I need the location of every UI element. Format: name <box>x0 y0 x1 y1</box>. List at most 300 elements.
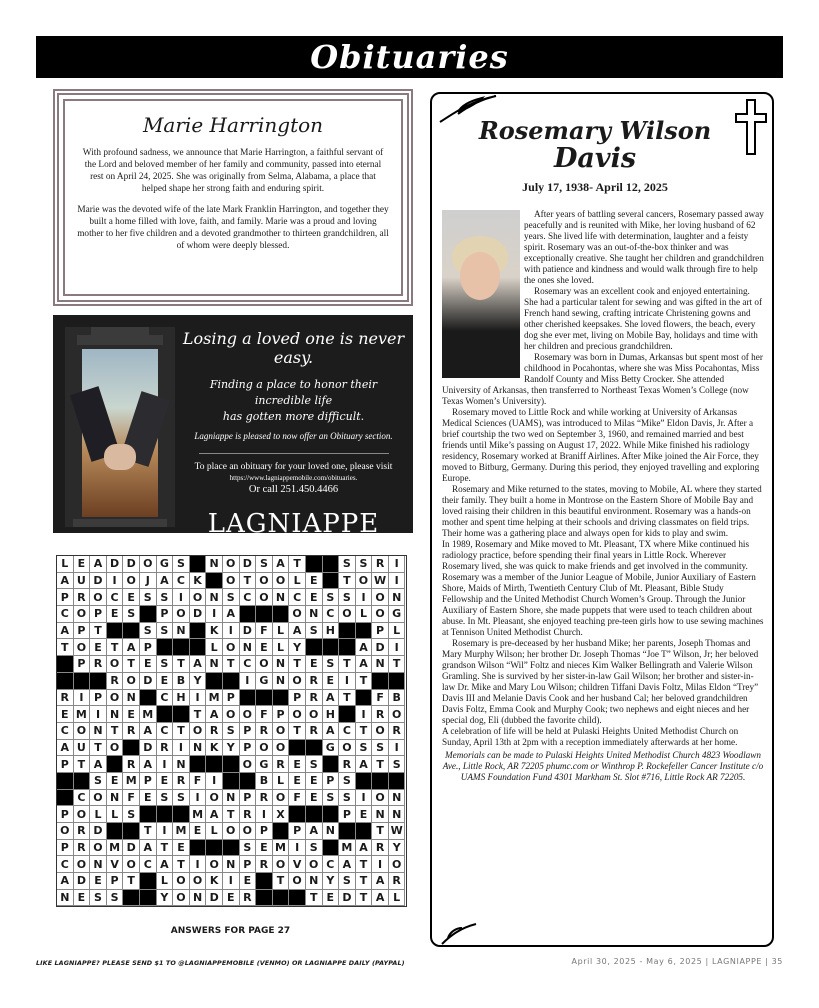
crossword-cell: E <box>256 639 273 656</box>
crossword-cell: A <box>57 740 74 757</box>
crossword-cell: I <box>223 873 240 890</box>
crossword-cell: C <box>57 723 74 740</box>
ad-headline: Losing a loved one is never easy. <box>182 329 405 367</box>
crossword-cell: A <box>372 890 389 907</box>
crossword-cell: M <box>339 840 356 857</box>
crossword-black-cell <box>107 823 124 840</box>
crossword-black-cell <box>240 690 257 707</box>
crossword-cell: N <box>206 656 223 673</box>
crossword-cell: P <box>57 756 74 773</box>
crossword-cell: O <box>173 606 190 623</box>
crossword-cell: R <box>107 673 124 690</box>
crossword-cell: O <box>206 856 223 873</box>
crossword-cell: W <box>372 573 389 590</box>
crossword-cell: A <box>356 639 373 656</box>
crossword-cell: A <box>206 806 223 823</box>
crossword-cell: R <box>273 756 290 773</box>
crossword-cell: R <box>306 723 323 740</box>
crossword-cell: O <box>273 740 290 757</box>
crossword-cell: S <box>356 556 373 573</box>
crossword-black-cell <box>190 639 207 656</box>
rosemary-paragraph: A celebration of life will be held at Pulaski Heights United Methodist Church on Sunday, April 13th at 2pm with a reception immediately afterwards at her home. <box>442 726 739 747</box>
crossword-cell: T <box>372 756 389 773</box>
crossword-cell: I <box>206 606 223 623</box>
crossword-cell: D <box>123 840 140 857</box>
crossword-cell: T <box>123 656 140 673</box>
crossword-cell: H <box>323 623 340 640</box>
crossword-black-cell <box>323 806 340 823</box>
crossword-cell: C <box>323 856 340 873</box>
crossword-cell: O <box>123 573 140 590</box>
crossword-cell: M <box>273 840 290 857</box>
crossword-cell: C <box>107 589 124 606</box>
crossword-black-cell <box>223 840 240 857</box>
crossword-cell: T <box>339 573 356 590</box>
crossword-cell: R <box>306 673 323 690</box>
crossword-black-cell <box>123 823 140 840</box>
crossword-cell: I <box>157 823 174 840</box>
crossword-cell: E <box>256 840 273 857</box>
crossword-cell: O <box>240 823 257 840</box>
crossword-black-cell <box>306 740 323 757</box>
crossword-cell: T <box>140 823 157 840</box>
crossword-cell: A <box>206 706 223 723</box>
crossword-cell: E <box>240 873 257 890</box>
crossword-cell: F <box>123 790 140 807</box>
crossword-cell: P <box>74 656 91 673</box>
crossword-cell: O <box>256 740 273 757</box>
crossword-cell: N <box>273 589 290 606</box>
crossword-cell: I <box>389 556 406 573</box>
ad-url-link[interactable]: https://www.lagniappemobile.com/obituaries. <box>229 474 358 482</box>
crossword-cell: L <box>90 806 107 823</box>
crossword-cell: R <box>157 740 174 757</box>
crossword-black-cell <box>57 656 74 673</box>
crossword-cell: I <box>223 623 240 640</box>
ad-phone: Or call 251.450.4466 <box>248 484 339 495</box>
crossword-cell: A <box>356 656 373 673</box>
crossword-cell: I <box>389 573 406 590</box>
crossword-cell: T <box>289 656 306 673</box>
crossword-cell: C <box>140 856 157 873</box>
crossword-cell: C <box>157 690 174 707</box>
crossword-cell: I <box>74 690 91 707</box>
crossword-cell: E <box>74 556 91 573</box>
crossword-cell: S <box>306 756 323 773</box>
crossword-cell: A <box>157 573 174 590</box>
crossword-cell: D <box>240 556 257 573</box>
crossword-black-cell <box>206 673 223 690</box>
crossword-cell: P <box>140 639 157 656</box>
crossword-cell: G <box>256 673 273 690</box>
crossword-cell: O <box>389 706 406 723</box>
crossword-cell: F <box>256 623 273 640</box>
crossword-black-cell <box>256 690 273 707</box>
crossword-cell: N <box>90 856 107 873</box>
crossword-black-cell <box>173 639 190 656</box>
crossword-cell: O <box>339 740 356 757</box>
crossword-black-cell <box>190 840 207 857</box>
crossword-cell: P <box>339 806 356 823</box>
crossword-cell: R <box>372 706 389 723</box>
crossword-cell: O <box>356 573 373 590</box>
crossword-cell: N <box>389 589 406 606</box>
crossword-cell: L <box>356 606 373 623</box>
crossword-cell: C <box>323 606 340 623</box>
crossword-cell: R <box>74 589 91 606</box>
crossword-black-cell <box>323 639 340 656</box>
crossword-cell: S <box>306 623 323 640</box>
crossword-cell: T <box>173 856 190 873</box>
crossword-cell: D <box>123 556 140 573</box>
crossword-cell: N <box>306 606 323 623</box>
crossword-cell: S <box>157 589 174 606</box>
crossword-cell: C <box>74 790 91 807</box>
crossword-cell: R <box>389 723 406 740</box>
crossword-cell: L <box>273 773 290 790</box>
crossword-black-cell <box>289 890 306 907</box>
crossword-cell: R <box>123 756 140 773</box>
crossword-cell: T <box>173 656 190 673</box>
crossword-cell: A <box>339 856 356 873</box>
crossword-cell: S <box>339 873 356 890</box>
crossword-cell: I <box>206 773 223 790</box>
crossword-cell: C <box>157 723 174 740</box>
crossword-cell: T <box>190 706 207 723</box>
crossword-cell: N <box>190 740 207 757</box>
crossword-black-cell <box>173 706 190 723</box>
crossword-cell: O <box>107 656 124 673</box>
crossword-black-cell <box>389 673 406 690</box>
crossword-cell: O <box>240 706 257 723</box>
crossword-cell: T <box>372 823 389 840</box>
crossword-cell: U <box>74 573 91 590</box>
rosemary-paragraph: Rosemary was an excellent cook and enjoyed entertaining. She had a particular talent for sewing and was gifted in the art of French hand sewing, crafting intricate Christening gowns and other cherished keepsakes. She loved flowers, the beach, every dog she ever met, living on Mobile Bay, holidays and time with her children and precious grandchildren. <box>524 286 763 351</box>
crossword-cell: H <box>173 690 190 707</box>
rosemary-paragraph: Rosemary moved to Little Rock and while working at University of Arkansas Medical Sciences (UAMS), was introduced to Milas “Mike” Eldon Davis, Jr. After a brief courtship the two wed on September 3, 1960, and remained married and best friends until Mike’s passing on August 17, 2022. While Mike finished his radiology residency, Rosemary worked at Braniff Airlines. After Mike joined the Air Force, they moved to Bitburg, Germany. During this period, they enjoyed travelling and exploring Europe. <box>442 407 760 483</box>
ad-subline: Lagniappe is pleased to now offer an Obituary section. <box>194 431 393 441</box>
crossword-black-cell <box>289 806 306 823</box>
crossword-cell: E <box>306 790 323 807</box>
crossword-black-cell <box>157 639 174 656</box>
crossword-black-cell <box>356 823 373 840</box>
crossword-cell: M <box>74 706 91 723</box>
crossword-cell: M <box>123 773 140 790</box>
crossword-cell: X <box>273 806 290 823</box>
crossword-black-cell <box>140 606 157 623</box>
crossword-cell: T <box>389 656 406 673</box>
crossword-cell: O <box>306 856 323 873</box>
crossword-cell: C <box>57 856 74 873</box>
crossword-cell: O <box>256 573 273 590</box>
crossword-cell: R <box>90 656 107 673</box>
crossword-cell: T <box>356 723 373 740</box>
ad-photo-frame <box>65 327 175 527</box>
crossword-cell: N <box>273 656 290 673</box>
crossword-cell: T <box>306 890 323 907</box>
rosemary-paragraph: In 1989, Rosemary and Mike moved to Mt. Pleasant, TX where Mike continued his radiology practice, before spending their final years in Little Rock. Wherever Rosemary lived, she was quick to make friends and get involved in the community. Rosemary was a member of the Junior League of Mobile, Junior Auxiliary of Eastern Shore, Maids of Mirth, Twentieth Century Club of Mt. Pleasant, Bible Study Fellowship and the United Methodist Church Women’s Group. Through the Junior Auxiliary of Eastern Shore, she made puppets that were used to teach children about abuse. In Mt. Pleasant, she enjoyed teaching pre-teen girls how to use sewing machines at Tennison United Methodist Church. <box>442 539 764 637</box>
crossword-cell: E <box>223 890 240 907</box>
crossword-cell: T <box>74 756 91 773</box>
crossword-cell: M <box>173 823 190 840</box>
crossword-black-cell <box>57 773 74 790</box>
crossword-cell: O <box>223 639 240 656</box>
crossword-cell: U <box>74 740 91 757</box>
crossword-cell: O <box>74 723 91 740</box>
crossword-cell: O <box>173 873 190 890</box>
crossword-black-cell <box>57 673 74 690</box>
crossword-black-cell <box>339 823 356 840</box>
ad-contact-text: To place an obituary for your loved one, please visit <box>194 462 393 472</box>
crossword-black-cell <box>273 890 290 907</box>
crossword-cell: M <box>107 840 124 857</box>
crossword-black-cell <box>339 623 356 640</box>
crossword-cell: D <box>206 890 223 907</box>
crossword-cell: O <box>74 806 91 823</box>
crossword-cell: T <box>223 806 240 823</box>
crossword-cell: L <box>107 806 124 823</box>
crossword-cell: O <box>372 589 389 606</box>
crossword-cell: A <box>273 556 290 573</box>
crossword-cell: P <box>57 589 74 606</box>
crossword-cell: D <box>140 740 157 757</box>
crossword-cell: F <box>372 690 389 707</box>
crossword-cell: T <box>289 723 306 740</box>
crossword-cell: P <box>289 690 306 707</box>
rosemary-first-name: Rosemary Wilson <box>478 116 712 145</box>
crossword-cell: L <box>289 573 306 590</box>
crossword-cell: M <box>140 706 157 723</box>
crossword-black-cell <box>356 690 373 707</box>
crossword-cell: P <box>74 623 91 640</box>
crossword-black-cell <box>140 873 157 890</box>
marie-paragraph-1: With profound sadness, we announce that Marie Harrington, a faithful servant of the Lord and beloved member of her family and community, passed into eternal rest on April 24, 2025. She was originally from Selma, Alabama, a place that helped shape her strong faith and enduring spirit. <box>82 148 384 194</box>
crossword-cell: L <box>273 639 290 656</box>
crossword-cell: P <box>57 806 74 823</box>
crossword-cell: T <box>223 656 240 673</box>
crossword-cell: R <box>256 723 273 740</box>
crossword-cell: A <box>372 873 389 890</box>
crossword-cell: S <box>173 790 190 807</box>
crossword-black-cell <box>90 673 107 690</box>
crossword-cell: O <box>74 856 91 873</box>
crossword-cell: C <box>289 589 306 606</box>
crossword-cell: I <box>389 639 406 656</box>
crossword-cell: O <box>289 873 306 890</box>
crossword-cell: A <box>90 756 107 773</box>
crossword-cell: O <box>289 606 306 623</box>
crossword-cell: P <box>107 873 124 890</box>
crossword-cell: E <box>323 673 340 690</box>
crossword-cell: E <box>90 873 107 890</box>
crossword-cell: A <box>123 639 140 656</box>
crossword-cell: O <box>256 589 273 606</box>
crossword-cell: O <box>223 556 240 573</box>
crossword-cell: R <box>206 723 223 740</box>
crossword-cell: O <box>107 690 124 707</box>
holding-hands-photo <box>82 349 158 517</box>
crossword-black-cell <box>157 806 174 823</box>
crossword-cell: P <box>273 706 290 723</box>
crossword-cell: T <box>90 623 107 640</box>
crossword-cell: O <box>190 589 207 606</box>
crossword-cell: K <box>206 623 223 640</box>
crossword-black-cell <box>389 773 406 790</box>
crossword-cell: P <box>90 690 107 707</box>
crossword-cell: I <box>389 740 406 757</box>
crossword-black-cell <box>107 756 124 773</box>
crossword-black-cell <box>107 623 124 640</box>
crossword-cell: E <box>157 773 174 790</box>
crossword-cell: E <box>323 890 340 907</box>
crossword-cell: K <box>206 873 223 890</box>
crossword-cell: O <box>306 706 323 723</box>
crossword-cell: N <box>206 556 223 573</box>
crossword-black-cell <box>123 890 140 907</box>
crossword-cell: N <box>372 656 389 673</box>
crossword-cell: L <box>206 823 223 840</box>
crossword-cell: N <box>173 756 190 773</box>
crossword-cell: N <box>123 690 140 707</box>
crossword-black-cell <box>356 773 373 790</box>
crossword-cell: R <box>57 690 74 707</box>
crossword-black-cell <box>173 806 190 823</box>
crossword-cell: P <box>223 690 240 707</box>
leaf-ornament-bottom-icon <box>440 920 480 946</box>
crossword-cell: E <box>140 656 157 673</box>
crossword-cell: A <box>289 623 306 640</box>
crossword-cell: G <box>157 556 174 573</box>
crossword-black-cell <box>289 740 306 757</box>
crossword-cell: C <box>173 573 190 590</box>
crossword-cell: S <box>323 656 340 673</box>
crossword-cell: D <box>107 556 124 573</box>
crossword-black-cell <box>240 606 257 623</box>
crossword-cell: N <box>389 790 406 807</box>
crossword-cell: B <box>389 690 406 707</box>
ad-line-2: has gotten more difficult. <box>222 410 365 423</box>
ad-divider <box>199 453 389 454</box>
crossword-cell: E <box>57 706 74 723</box>
crossword-black-cell <box>273 690 290 707</box>
marie-name: Marie Harrington <box>142 113 324 137</box>
rosemary-paragraph: After years of battling several cancers, Rosemary passed away peacefully and is reunited with Mike, her loving husband of 62 years. She lived life with determination, laughter and a feisty spirit. Rosemary was an out-of-the-box thinker and was exceptionally creative. She taught her children and grandchildren with patience and kindness and would walk through fire to help the ones she loved. <box>524 209 764 285</box>
crossword-cell: A <box>356 840 373 857</box>
crossword-cell: I <box>240 673 257 690</box>
crossword-cell: V <box>289 856 306 873</box>
crossword-cell: E <box>289 773 306 790</box>
crossword-cell: O <box>190 723 207 740</box>
crossword-cell: T <box>339 656 356 673</box>
crossword-cell: G <box>323 740 340 757</box>
crossword-cell: R <box>389 873 406 890</box>
crossword-cell: P <box>240 740 257 757</box>
crossword-cell: T <box>356 856 373 873</box>
crossword-black-cell <box>306 556 323 573</box>
crossword-cell: Y <box>190 673 207 690</box>
crossword-black-cell <box>339 706 356 723</box>
crossword-cell: H <box>323 706 340 723</box>
crossword-cell: E <box>306 573 323 590</box>
crossword-cell: E <box>107 773 124 790</box>
crossword-cell: I <box>339 673 356 690</box>
crossword-cell: K <box>206 740 223 757</box>
crossword-cell: O <box>223 706 240 723</box>
crossword-cell: E <box>90 639 107 656</box>
crossword-cell: A <box>223 606 240 623</box>
crossword-cell: F <box>190 773 207 790</box>
crossword-cell: T <box>356 873 373 890</box>
obituary-advertisement <box>53 315 413 539</box>
crossword-cell: I <box>289 840 306 857</box>
crossword-cell: L <box>157 873 174 890</box>
crossword-cell: D <box>74 873 91 890</box>
crossword-cell: I <box>372 856 389 873</box>
crossword-black-cell <box>356 623 373 640</box>
crossword-cell: S <box>389 756 406 773</box>
crossword-cell: O <box>372 790 389 807</box>
crossword-cell: E <box>123 589 140 606</box>
crossword-cell: R <box>173 773 190 790</box>
crossword-cell: L <box>273 623 290 640</box>
crossword-cell: K <box>190 573 207 590</box>
crossword-cell: A <box>190 656 207 673</box>
crossword-cell: P <box>240 856 257 873</box>
crossword-cell: A <box>323 723 340 740</box>
crossword-cell: P <box>240 790 257 807</box>
crossword-cell: A <box>157 856 174 873</box>
crossword-cell: I <box>356 706 373 723</box>
crossword-cell: O <box>289 673 306 690</box>
crossword-cell: T <box>90 740 107 757</box>
crossword-cell: O <box>206 790 223 807</box>
crossword-black-cell <box>273 606 290 623</box>
crossword-cell: N <box>206 589 223 606</box>
crossword-cell: E <box>306 589 323 606</box>
crossword-cell: O <box>389 856 406 873</box>
crossword-cell: Y <box>289 639 306 656</box>
crossword-grid <box>56 555 407 907</box>
crossword-black-cell <box>140 690 157 707</box>
crossword-cell: D <box>90 573 107 590</box>
crossword-cell: I <box>157 756 174 773</box>
crossword-black-cell <box>240 773 257 790</box>
crossword-cell: M <box>206 690 223 707</box>
crossword-cell: D <box>140 673 157 690</box>
crossword-black-cell <box>190 556 207 573</box>
crossword-cell: S <box>323 790 340 807</box>
crossword-cell: N <box>57 890 74 907</box>
crossword-cell: O <box>90 840 107 857</box>
crossword-cell: T <box>107 639 124 656</box>
crossword-cell: O <box>339 606 356 623</box>
crossword-black-cell <box>339 639 356 656</box>
crossword-cell: E <box>74 890 91 907</box>
crossword-cell: A <box>323 690 340 707</box>
crossword-cell: R <box>74 823 91 840</box>
crossword-cell: R <box>339 756 356 773</box>
crossword-cell: N <box>107 706 124 723</box>
crossword-cell: T <box>57 639 74 656</box>
crossword-answers-label: ANSWERS FOR PAGE 27 <box>170 926 291 936</box>
crossword-cell: N <box>223 790 240 807</box>
crossword-cell: O <box>173 890 190 907</box>
crossword-cell: Y <box>389 840 406 857</box>
crossword-cell: T <box>356 673 373 690</box>
crossword-cell: N <box>90 723 107 740</box>
crossword-cell: D <box>240 623 257 640</box>
crossword-cell: S <box>356 740 373 757</box>
